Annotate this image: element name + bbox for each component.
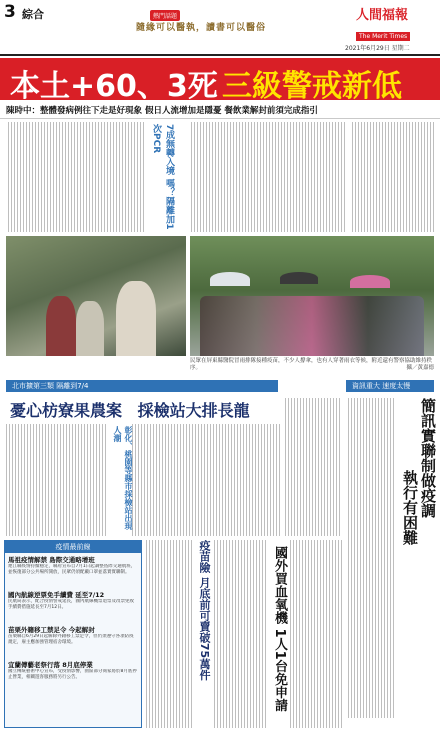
- logo-en: The Merit Times: [356, 32, 410, 41]
- brief-body: 連江縣疫情持續穩定，縣府宣布自7月1日起調整島際交通航班，並恢復部分公共場所開放，民眾仍須配戴口罩並落實實聯制。: [8, 564, 136, 575]
- photo-left-figure-2: [46, 296, 76, 356]
- caption-text: 民眾在屏東縣醫院冒雨排隊接種疫苗，不少人撐傘，也有人穿著雨衣等候，附近還有警察協助維持秩序。: [190, 358, 433, 371]
- photo-left-figure-3: [76, 301, 104, 356]
- banner-left: 北市擴第三類 隔離到7/4: [6, 380, 278, 392]
- slogan-tag: 熱門話題: [150, 10, 180, 21]
- umbrella-1: [210, 272, 250, 286]
- umbrella-3: [350, 275, 390, 288]
- page-number: 3: [4, 2, 16, 22]
- headline-part1: 本土+60、3死: [10, 69, 218, 104]
- story3-body-left: [146, 540, 192, 728]
- photo-caption: [190, 358, 434, 372]
- story1-sidebar-heading: 7成無轉入境 嗎？隔離加1次PCR: [151, 124, 174, 230]
- brief-body: 民航局表示，配合疫情警戒延長，國內航線機票退票及改票免收手續費措施延長至7月12日。: [8, 599, 134, 610]
- story3-side-label: 國外買血氧機 1人1台免申請: [272, 546, 287, 712]
- story2-headline-left: 憂心枋寮果農案: [10, 401, 123, 420]
- story2-pull-quote: 彰化、桃園等縣市採檢站出現人潮: [113, 426, 133, 530]
- masthead: [0, 0, 440, 58]
- slogan: 隨緣可以醫執，讀書可以醫俗: [136, 23, 267, 33]
- story2-body-left: [6, 424, 106, 536]
- brief-item: [5, 623, 141, 658]
- story2-body-mid: [130, 424, 280, 536]
- photo-right: [190, 236, 434, 356]
- subheadline: 陳時中：整體發病例往下走是好現象 假日人流增加是隱憂 餐飲業解封前須完成指引: [6, 106, 318, 116]
- issue-date: 2021年6月29日 星期二: [345, 45, 410, 52]
- photo-left: [6, 236, 186, 356]
- story2-headline: [10, 398, 250, 421]
- brief-item: [5, 658, 141, 693]
- brief-body: 苗栗縣自6月29日起解除外籍移工禁足令，但仍須遵守各項防疫規定，雇主應加強管理宿舍環境。: [8, 634, 134, 645]
- logo-cn: 人間福報: [356, 8, 409, 23]
- story2-body-right: [284, 398, 340, 536]
- brief-title: 苗栗外籍移工禁足令 今起解封: [8, 626, 95, 634]
- story3-headline: 疫苗險 月底前可賣破75萬件: [198, 540, 211, 681]
- story2-headline-right: 採檢站大排長龍: [137, 401, 250, 420]
- brief-item: [5, 588, 141, 623]
- banner-right: 資訊重大 速度太慢: [346, 380, 434, 392]
- photo-credit: 攝／黃嘉德: [406, 365, 434, 371]
- photo-left-figure: [116, 281, 156, 356]
- commentary-headline-1: 簡訊實聯制做疫調: [419, 398, 437, 518]
- umbrella-2: [280, 272, 318, 284]
- brief-title: 宜蘭傳藝老祭行落 8月底停業: [8, 661, 93, 669]
- divider: [0, 118, 440, 119]
- briefs-header: 疫情最前線: [5, 541, 141, 553]
- story3-body-right: [290, 540, 342, 728]
- commentary-headline-2: 執行有困難: [401, 470, 419, 545]
- story3-body-mid: [212, 540, 266, 728]
- commentary-body: [346, 398, 394, 718]
- crowd: [200, 296, 424, 356]
- logo: [356, 4, 428, 40]
- section-name: 綜合: [22, 8, 44, 21]
- story1-body-left: [6, 122, 144, 232]
- brief-body: 國立傳統藝術中心宣布，受疫情影響，園區部分商家將於8月底停止營業，相關遊客服務將另行公告。: [8, 669, 137, 680]
- brief-item: [5, 553, 141, 588]
- brief-title: 馬祖疫情解禁 島際交通略增班: [8, 556, 95, 564]
- headline-band: [0, 58, 440, 104]
- briefs-box: [4, 540, 142, 728]
- masthead-rule: [0, 54, 440, 56]
- story1-body-mid: [190, 122, 345, 232]
- brief-title: 國內航線逆票免手續費 延至7/12: [8, 591, 105, 599]
- story1-body-right: [350, 122, 434, 232]
- headline-part2: 三級警戒新低: [222, 69, 402, 104]
